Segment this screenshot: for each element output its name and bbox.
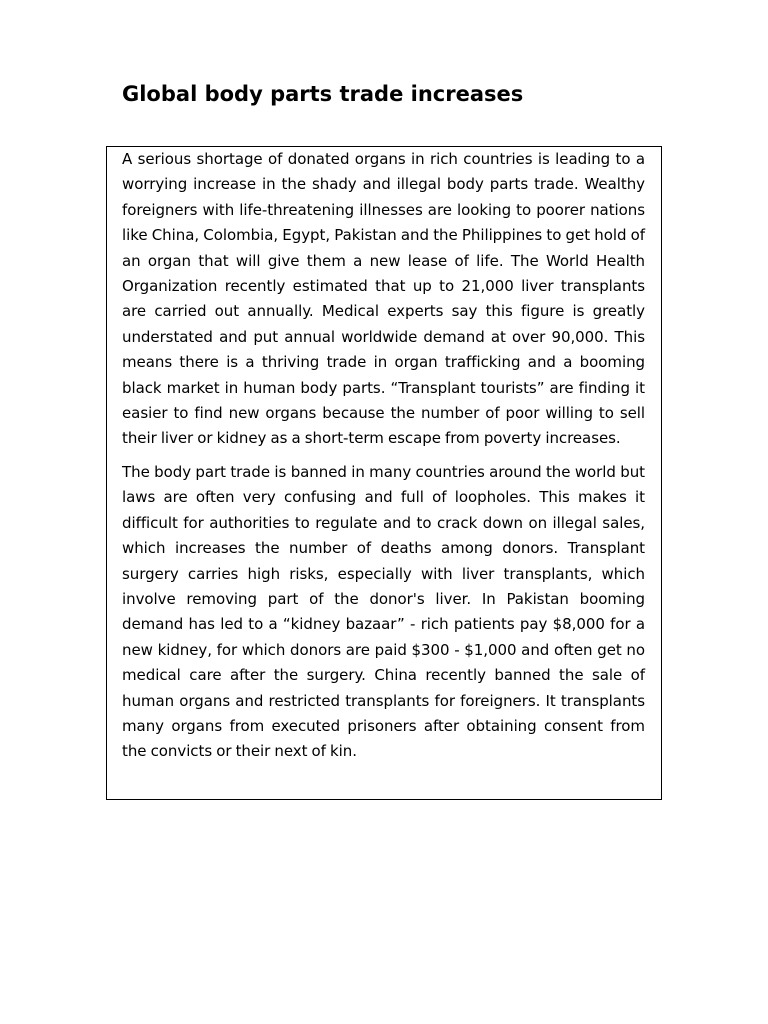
article-text-box: [106, 146, 662, 800]
article-paragraph-2: The body part trade is banned in many countries around the world but laws are often very confusing and full of loopholes. This makes it difficult for authorities to regulate and to crack down on illegal sales, which increases the number of deaths among donors. Transplant surgery carries high risks, especially with liver transplants, which involve removing part of the donor's liver. In Pakistan booming demand has led to a “kidney bazaar” - rich patients pay $8,000 for a new kidney, for which donors are paid $300 - $1,000 and often get no medical care after the surgery. China recently banned the sale of human organs and restricted transplants for foreigners. It transplants many organs from executed prisoners after obtaining consent from the convicts or their next of kin.: [122, 462, 645, 761]
article-title: Global body parts trade increases: [122, 82, 524, 106]
article-paragraph-1: A serious shortage of donated organs in rich countries is leading to a worrying increase in the shady and illegal body parts trade. Wealthy foreigners with life-threatening illnesses are looking to poorer nations like China, Colombia, Egypt, Pakistan and the Philippines to get hold of an organ that will give them a new lease of life. The World Health Organization recently estimated that up to 21,000 liver transplants are carried out annually. Medical experts say this figure is greatly understated and put annual worldwide demand at over 90,000. This means there is a thriving trade in organ trafficking and a booming black market in human body parts. “Transplant tourists” are finding it easier to find new organs because the number of poor willing to sell their liver or kidney as a short-term escape from poverty increases.: [122, 150, 645, 448]
